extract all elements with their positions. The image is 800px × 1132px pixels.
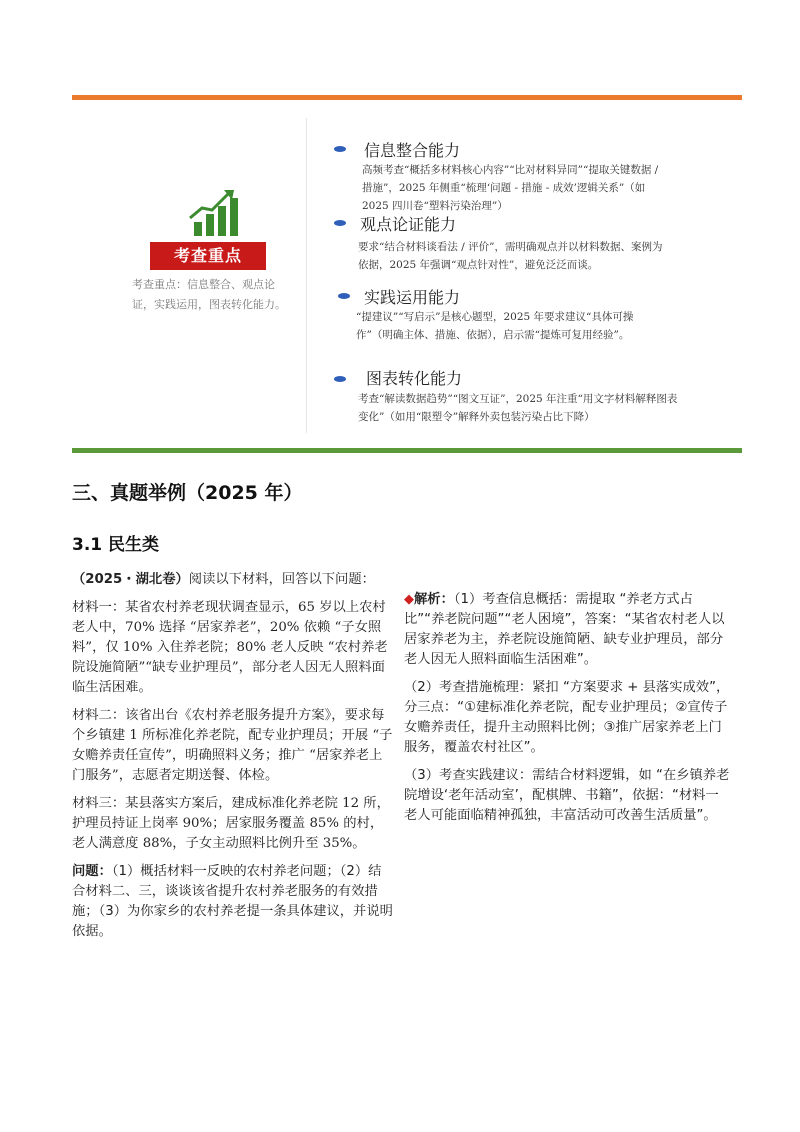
question-source: （2025・湖北卷） — [72, 572, 189, 587]
diamond-icon: ◆ — [404, 592, 414, 607]
subsection-heading: 3.1 民生类 — [72, 535, 160, 555]
ability-title-practice: 实践运用能力 — [364, 288, 461, 307]
section-heading: 三、真题举例（2025 年） — [72, 482, 303, 504]
focus-description: 考查重点：信息整合、观点论证，实践运用，图表转化能力。 — [132, 278, 286, 311]
material-three: 材料三：某县落实方案后，建成标准化养老院 12 所，护理员持证上岗率 90%；居家服务覆盖 85% 的村，老人满意度 88%，子女主动照料比例升至 35%。 — [72, 796, 390, 851]
analysis-one-text: （1）考查信息概括：需提取 “养老方式占比”“养老院问题”“老人困境”，答案：“某省农村老人以居家养老为主，养老院设施简陋、缺专业护理员，部分老人因无人照料面临生活困难”。 — [404, 592, 725, 667]
question-instruction: 阅读以下材料，回答以下问题： — [188, 572, 375, 587]
panel-divider — [306, 118, 307, 433]
ability-title-argument: 观点论证能力 — [360, 215, 457, 234]
material-two: 材料二：该省出台《农村养老服务提升方案》，要求每个乡镇建 1 所标准化养老院，配专业护理员；开展 “子女赡养责任宣传”，明确照料义务；推广 “居家养老上门服务”，志愿者定期送餐、体检。 — [72, 708, 393, 783]
bullet-dot-icon — [334, 220, 346, 226]
question-intro — [72, 570, 394, 590]
question-two: （2）结合材料二、三，谈谈该省提升农村养老服务的有效措施； — [72, 864, 382, 919]
top-orange-rule — [72, 95, 742, 100]
ability-title-chart: 图表转化能力 — [366, 369, 463, 388]
analysis-label: 解析： — [414, 592, 454, 607]
analysis-one — [404, 590, 732, 670]
question-one: （1）概括材料一反映的农村养老问题； — [111, 864, 340, 879]
growth-chart-icon — [188, 188, 244, 238]
questions-label: 问题： — [72, 864, 112, 879]
ability-desc-info: 高频考查“概括多材料核心内容”“比对材料异同”“提取关键数据 / 措施”，2025 年侧重“梳理‘问题 - 措施 - 成效’逻辑关系”（如 2025 四川卷“塑料污染治理”） — [362, 164, 659, 212]
analysis-two: （2）考查措施梳理：紧扣 “方案要求 + 县落实成效”，分三点：“①建标准化养老院，配专业护理员；②宣传子女赡养责任，提升主动照料比例；③推广居家养老上门服务，覆盖农村社区”。 — [404, 680, 730, 755]
green-rule — [72, 448, 742, 453]
ability-desc-argument: 要求“结合材料谈看法 / 评价”，需明确观点并以材料数据、案例为依据，2025 年强调“观点针对性”，避免泛泛而谈。 — [358, 241, 663, 271]
question-column — [72, 570, 394, 950]
bullet-dot-icon — [338, 293, 350, 299]
ability-desc-chart: 考查“解读数据趋势”“图文互证”，2025 年注重“用文字材料解释图表变化”（如用“限塑令”解释外卖包装污染占比下降） — [358, 393, 678, 423]
ability-desc-practice: “提建议”“写启示”是核心题型，2025 年要求建议“具体可操作”（明确主体、措施、依据），启示需“提炼可复用经验”。 — [356, 311, 634, 341]
bullet-dot-icon — [334, 376, 346, 382]
bullet-dot-icon — [334, 146, 346, 152]
material-one: 材料一：某省农村养老现状调查显示，65 岁以上农村老人中，70% 选择 “居家养老”，20% 依赖 “子女照料”，仅 10% 入住养老院；80% 老人反映 “农村养老院设施简陋”“缺专业护理员”，部分老人因无人照料面临生活困难。 — [72, 600, 388, 695]
analysis-column — [404, 590, 732, 834]
focus-badge: 考查重点 — [150, 242, 266, 270]
question-three: （3）为你家乡的农村养老提一条具体建议，并说明依据。 — [72, 904, 393, 939]
analysis-three: （3）考查实践建议：需结合材料逻辑，如 “在乡镇养老院增设‘老年活动室’，配棋牌、书籍”，依据：“材料一老人可能面临精神孤独，丰富活动可改善生活质量”。 — [404, 768, 730, 823]
question-list — [72, 862, 394, 942]
ability-title-info: 信息整合能力 — [364, 141, 461, 160]
